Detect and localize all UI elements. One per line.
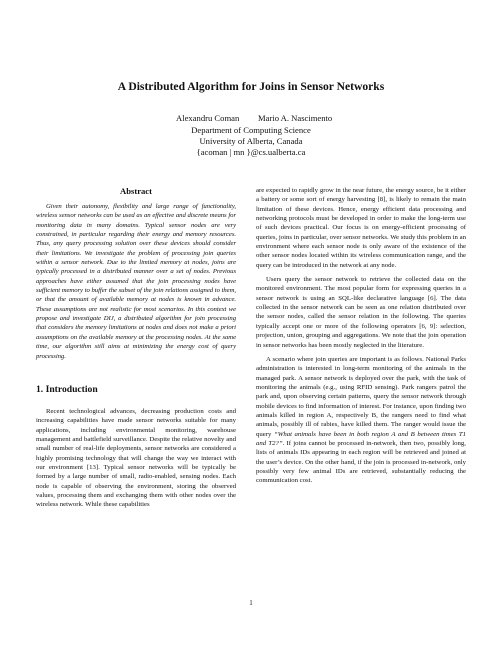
affiliation-university: University of Alberta, Canada <box>199 136 303 146</box>
section-heading-introduction: 1. Introduction <box>36 383 98 395</box>
left-column <box>36 186 236 510</box>
body-paragraph: Users query the sensor network to retrieve the collected data on the monitored environment. The most popular form for expressing queries in a sensor network is using an SQL-like declarative language [6]. The data collected in the sensor network can be seen as one relation distributed over the sensor nodes, called the sensor relation in the following. The queries typically accept one or more of the following operators [6, 9]: selection, projection, union, grouping and aggregations. We note that the join operation in sensor networks has been mostly neglected in the literature. <box>256 276 466 349</box>
right-column <box>256 186 466 486</box>
affiliation-email: {acoman | mn }@cs.ualberta.ca <box>196 147 306 157</box>
author-name: Mario A. Nascimento <box>258 113 333 123</box>
introduction-paragraph: Recent technological advances, decreasing production costs and increasing capabilities have made sensor networks suitable for many applications, including environmental monitoring, warehouse management and battlefield surveillance. Despite the relative novelty and small number of real-life deployments, sensor networks are considered a highly promising technology that will change the way we interact with our environment [13]. Typical sensor networks will be typically be formed by a large number of small, radio-enabled, sensing nodes. Each node is capable of observing the environment, storing the observed values, processing them and exchanging them with other nodes over the wireless network. While these capabilities <box>36 407 236 509</box>
example-query-quote: “What animals have been in both region A and B between times T1 and T2?” <box>256 430 466 447</box>
body-text-segment: A scenario where join queries are important is as follows. National Parks administration is interested in long-term monitoring of the animals in the managed park. A sensor network is deployed over the park, with the task of monitoring the animals (e.g., using RFID sensing). Park rangers patrol the park and, upon observing certain patterns, query the sensor network through mobile devices to find information of interest. For instance, upon finding two animals killed in region A, respectively B, the rangers need to find what animals, possibly ill of rabies, have killed them. The ranger would issue the query <box>256 355 466 438</box>
author-name: Alexandru Coman <box>176 113 240 123</box>
page-number: 1 <box>249 599 253 607</box>
paper-title: A Distributed Algorithm for Joins in Sensor Networks <box>117 80 385 93</box>
abstract-text: Given their autonomy, flexibility and large range of functionality, wireless sensor networks can be used as an effective and discrete means for monitoring data in many domains. Typical sensor nodes are very constrained, in particular regarding their energy and memory resources. Thus, any query processing solution over these devices should consider their limitations. We investigate the problem of processing join queries within a sensor network. Due to the limited memory at nodes, joins are typically processed in a distributed manner over a set of nodes. Previous approaches have either assumed that the join processing nodes have sufficient memory to buffer the subset of the join relations assigned to them, or that the amount of available memory at nodes is known in advance. These assumptions are not realistic for most scenarios. In this context we propose and investigate DIJ, a distributed algorithm for join processing that considers the memory limitations at nodes and does not make a priori assumptions on the available memory at the processing nodes. At the same time, our algorithm still aims at minimizing the energy cost of query processing. <box>36 203 236 360</box>
abstract-heading: Abstract <box>120 186 152 196</box>
body-text-segment: . If joins cannot be processed in-network, then two, possibly long, lists of animals IDs appearing in each region will be retrieved and joined at the user’s device. On the other hand, if the join is processed in-network, only possibly very few animal IDs are retrieved, substantially reducing the communication cost. <box>256 439 466 485</box>
body-paragraph: are expected to rapidly grow in the near future, the energy source, be it either a battery or some sort of energy harvesting [8], is likely to remain the main limitation of these devices. Hence, energy efficient data processing and networking protocols must be developed in order to make the long-term use of such devices practical. Our focus is on energy-efficient processing of queries, joins in particular, over sensor networks. We study this problem in an environment where each sensor node is only aware of the existence of the other sensor nodes located within its wireless communication range, and the query can be introduced in the network at any node. <box>256 187 466 269</box>
affiliation-department: Department of Computing Science <box>191 125 311 135</box>
body-paragraph <box>256 355 466 486</box>
